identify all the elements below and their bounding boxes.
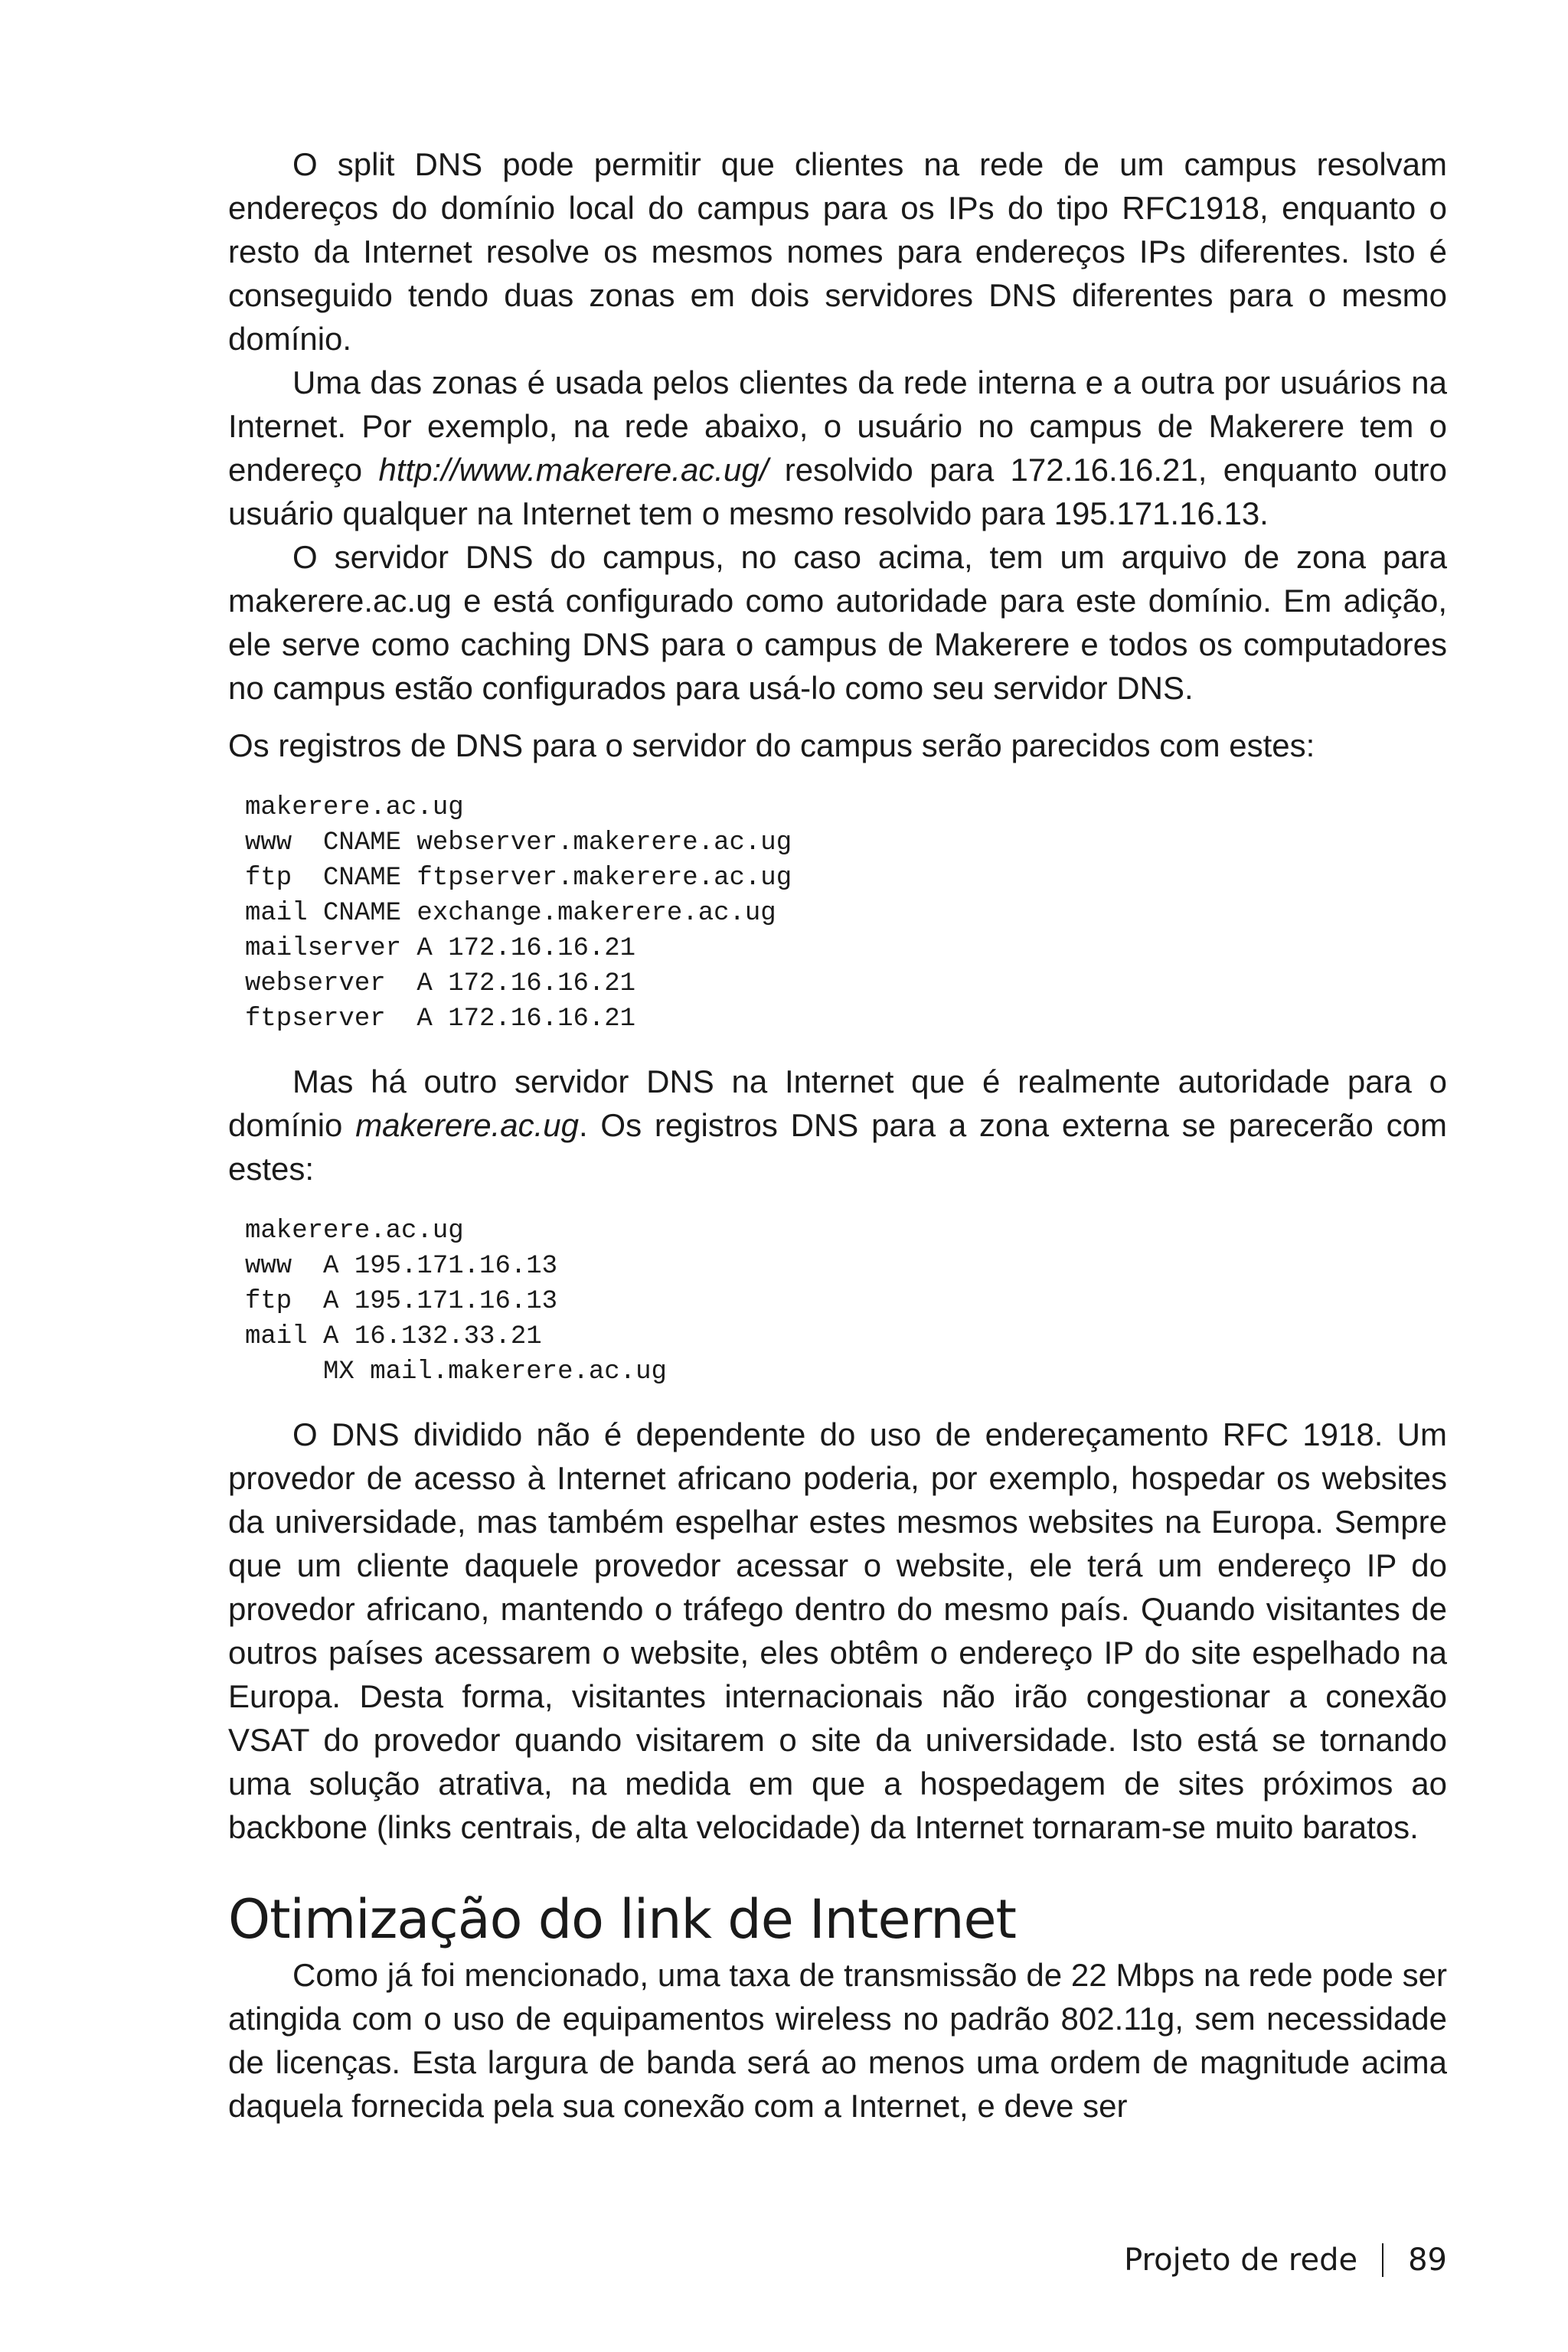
page-content bbox=[228, 142, 1447, 2128]
makerere-domain: makerere.ac.ug bbox=[355, 1107, 579, 1143]
page-number: 89 bbox=[1408, 2243, 1447, 2278]
code-block-internal-zone: makerere.ac.ug www CNAME webserver.makerere.ac.ug ftp CNAME ftpserver.makerere.ac.ug mail CNAME exchange.makerere.ac.ug mailserver A 172.16.16.21 webserver A 172.16.16.21 ftpserver A 172.16.16.21 bbox=[245, 793, 792, 1034]
paragraph-zones-example bbox=[228, 361, 1447, 535]
section-heading: Otimização do link de Internet bbox=[228, 1888, 1016, 1951]
makerere-url: http://www.makerere.ac.ug/ bbox=[378, 452, 769, 488]
paragraph-external-dns bbox=[228, 1060, 1447, 1191]
paragraph-zones-text-end: resolvido para 172.16.16.21, enquanto outro usuário qualquer na Internet tem o mesmo resolvido para 195.171.16.13. bbox=[228, 452, 1447, 531]
footer-chapter-title: Projeto de rede bbox=[1124, 2243, 1358, 2278]
paragraph-split-dns-intro: O split DNS pode permitir que clientes na rede de um campus resolvam endereços do domínio local do campus para os IPs do tipo RFC1918, enquanto o resto da Internet resolve os mesmos nomes para endereços IPs diferentes. Isto é conseguido tendo duas zonas em dois servidores DNS diferentes para o mesmo domínio. bbox=[228, 146, 1447, 357]
paragraph-split-dns-mirroring: O DNS dividido não é dependente do uso de endereçamento RFC 1918. Um provedor de acesso à Internet africano poderia, por exemplo, hospedar os websites da universidade, mas também espelhar estes mesmos websites na Europa. Sempre que um cliente daquele provedor acessar o website, ele terá um endereço IP do provedor africano, mantendo o tráfego dentro do mesmo país. Quando visitantes de outros países acessarem o website, eles obtêm o endereço IP do site espelhado na Europa. Desta forma, visitantes internacionais não irão congestionar a conexão VSAT do provedor quando visitarem o site da universidade. Isto está se tornando uma solução atrativa, na medida em que a hospedagem de sites próximos ao backbone (links centrais, de alta velocidade) da Internet tornaram-se muito baratos. bbox=[228, 1416, 1447, 1845]
code-block-external-zone: makerere.ac.ug www A 195.171.16.13 ftp A 195.171.16.13 mail A 16.132.33.21 MX mail.makerere.ac.ug bbox=[245, 1217, 667, 1387]
paragraph-external-text-end: . Os registros DNS para a zona externa se parecerão com estes: bbox=[228, 1107, 1447, 1187]
paragraph-external-text-start: Mas há outro servidor DNS na Internet que é realmente autoridade para o domínio bbox=[228, 1063, 1447, 1143]
footer-separator bbox=[1382, 2243, 1383, 2277]
paragraph-campus-dns-server: O servidor DNS do campus, no caso acima, tem um arquivo de zona para makerere.ac.ug e está configurado como autoridade para este domínio. Em adição, ele serve como caching DNS para o campus de Makerere e todos os computadores no campus estão configurados para usá-lo como seu servidor DNS. bbox=[228, 539, 1447, 706]
paragraph-campus-records-intro: Os registros de DNS para o servidor do campus serão parecidos com estes: bbox=[228, 727, 1315, 763]
paragraph-link-optimization: Como já foi mencionado, uma taxa de transmissão de 22 Mbps na rede pode ser atingida com o uso de equipamentos wireless no padrão 802.11g, sem necessidade de licenças. Esta largura de banda será ao menos uma ordem de magnitude acima daquela fornecida pela sua conexão com a Internet, e deve ser bbox=[228, 1957, 1447, 2124]
page-footer bbox=[1124, 2242, 1447, 2278]
paragraph-zones-text-start: Uma das zonas é usada pelos clientes da rede interna e a outra por usuários na Internet. Por exemplo, na rede abaixo, o usuário no campus de Makerere tem o endereço bbox=[228, 364, 1447, 488]
